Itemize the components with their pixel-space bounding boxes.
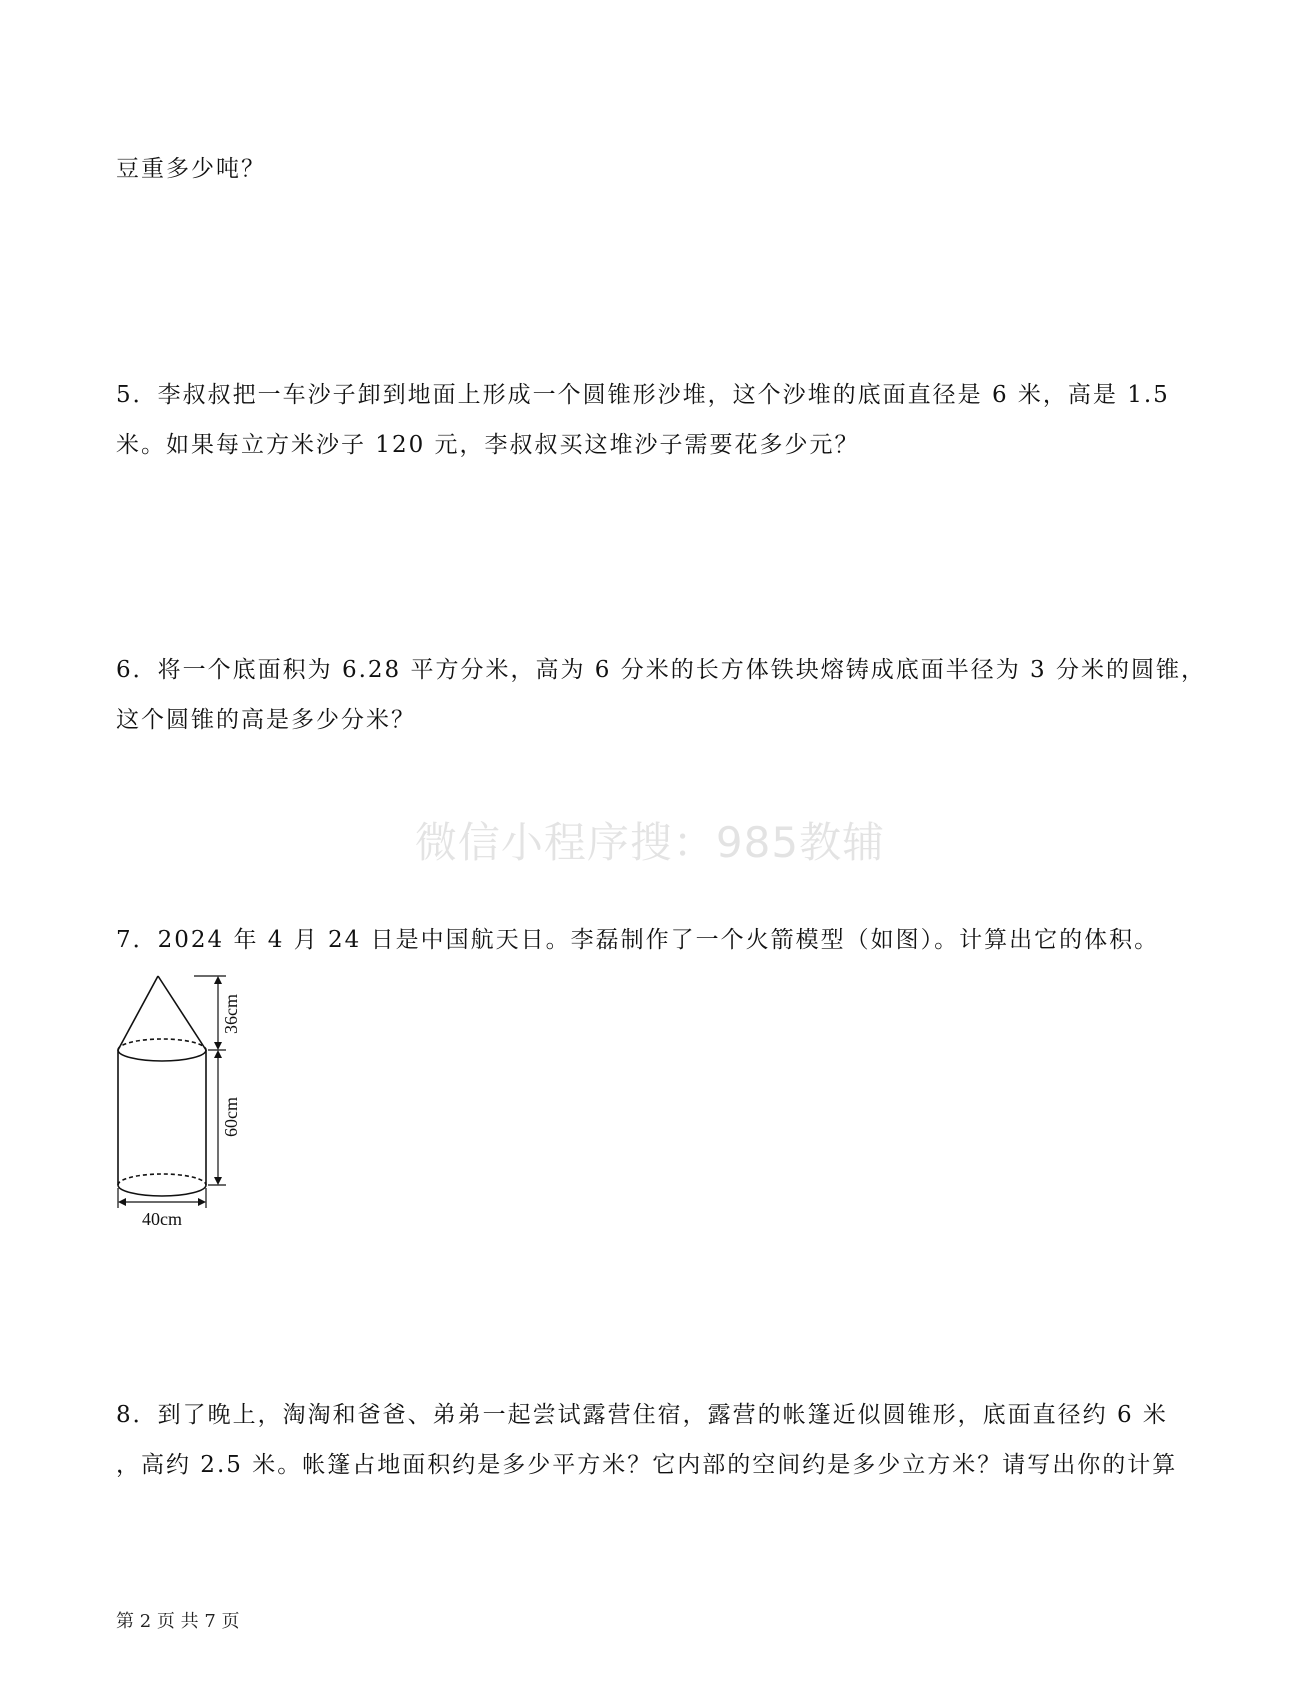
arrowhead (118, 1198, 126, 1206)
diameter-label: 40cm (142, 1209, 182, 1229)
arrowhead (214, 1050, 222, 1058)
continued-question-text: 豆重多少吨？ (116, 156, 266, 182)
question-5-line-1: 5．李叔叔把一车沙子卸到地面上形成一个圆锥形沙堆，这个沙堆的底面直径是 6 米，高是 1.5 (116, 382, 1170, 408)
question-8-line-2: ，高约 2.5 米。帐篷占地面积约是多少平方米？它内部的空间约是多少立方米？请写出你的计算 (116, 1452, 1178, 1478)
question-6-line-1: 6．将一个底面积为 6.28 平方分米，高为 6 分米的长方体铁块熔铸成底面半径为 3 分米的圆锥， (116, 657, 1206, 683)
arrowhead (214, 1042, 222, 1050)
question-7-line-1: 7．2024 年 4 月 24 日是中国航天日。李磊制作了一个火箭模型（如图）。计算出它的体积。 (116, 927, 1160, 953)
page-footer: 第 2 页 共 7 页 (116, 1611, 240, 1632)
watermark: 微信小程序搜：985教辅 (414, 818, 886, 867)
top-ellipse-back (118, 1039, 206, 1050)
top-ellipse-front (118, 1050, 206, 1061)
rocket-diagram (108, 970, 278, 1240)
bottom-ellipse-back (118, 1174, 206, 1185)
question-8-line-1: 8．到了晚上，淘淘和爸爸、弟弟一起尝试露营住宿，露营的帐篷近似圆锥形，底面直径约 6 米 (116, 1402, 1168, 1428)
question-5-line-2: 米。如果每立方米沙子 120 元，李叔叔买这堆沙子需要花多少元？ (116, 432, 860, 458)
cylinder-height-label: 60cm (221, 1097, 241, 1137)
question-6-line-2: 这个圆锥的高是多少分米？ (116, 707, 416, 733)
arrowhead (198, 1198, 206, 1206)
rocket-figure (108, 970, 278, 1244)
arrowhead (214, 1177, 222, 1185)
bottom-ellipse-front (118, 1185, 206, 1196)
cone-height-label: 36cm (221, 994, 241, 1034)
arrowhead (214, 976, 222, 984)
